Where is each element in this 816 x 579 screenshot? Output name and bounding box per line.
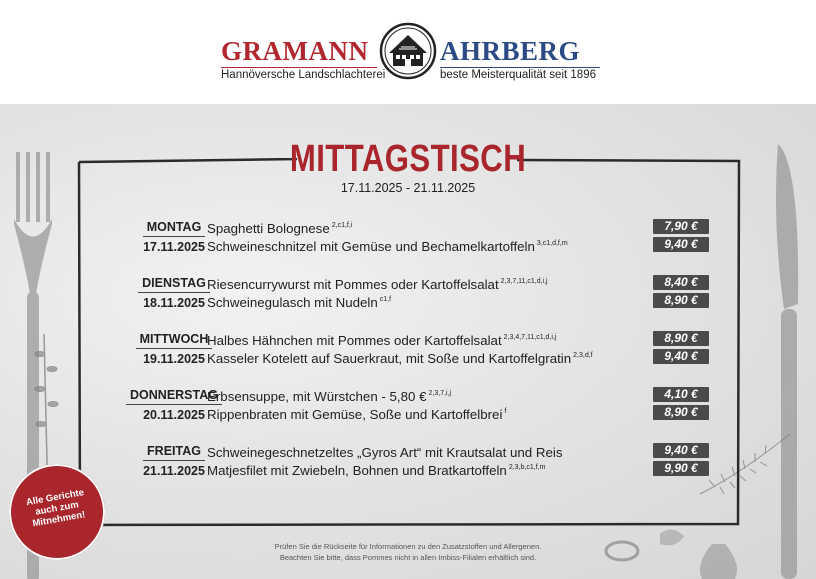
- menu-date-range: 17.11.2025 - 21.11.2025: [340, 181, 476, 195]
- price-tag: 7,90 €: [653, 219, 709, 234]
- day-date: 17.11.2025: [143, 240, 205, 254]
- price-tag: 9,40 €: [653, 443, 709, 458]
- dish-item: [207, 442, 564, 461]
- dish-item: [207, 274, 548, 293]
- dish-text: Schweinegeschnetzeltes „Gyros Art“ mit Krautsalat und Reis: [207, 445, 563, 460]
- dish-item: [207, 218, 352, 237]
- brand-right-name: AHRBERG: [440, 36, 581, 66]
- price-tag: 9,40 €: [653, 237, 709, 252]
- allergen-codes: 2,3,b,c1,f,m: [508, 464, 546, 471]
- footnote: [0, 541, 816, 563]
- dish-text: Halbes Hähnchen mit Pommes oder Kartoffelsalat: [207, 333, 502, 348]
- dish-text: Kasseler Kotelett auf Sauerkraut, mit Soße und Kartoffelgratin: [207, 351, 572, 366]
- day-date: 21.11.2025: [143, 464, 205, 478]
- day-name: DONNERSTAG: [126, 388, 222, 405]
- dish-text: Riesencurrywurst mit Pommes oder Kartoffelsalat: [207, 277, 499, 292]
- badge-text: Alle Gerichte auch zum Mitnehmen!: [25, 487, 87, 530]
- footnote-line-2: Beachten Sie bitte, dass Pommes nicht in allen Imbiss-Filialen erhältlich sind.: [279, 553, 537, 562]
- takeaway-badge: [9, 464, 105, 560]
- footnote-line-1: Prüfen Sie die Rückseite für Informationen zu den Zusatzstoffen und Allergenen.: [274, 542, 542, 551]
- allergen-codes: c1,f: [379, 296, 392, 303]
- knife-icon: [776, 144, 798, 579]
- dish-item: [207, 386, 451, 405]
- day-date: 20.11.2025: [143, 408, 205, 422]
- day-name: MONTAG: [143, 220, 206, 237]
- price-tag: 8,90 €: [653, 331, 709, 346]
- brand-left-subtitle: Hannöversche Landschlachterei: [221, 69, 386, 81]
- dish-item: [207, 236, 568, 255]
- day-date: 18.11.2025: [143, 296, 205, 310]
- header: [0, 0, 816, 104]
- allergen-codes: 2,3,7,11,c1,d,i,j: [500, 278, 548, 285]
- dish-text: Erbsensuppe, mit Würstchen - 5,80 €: [207, 389, 427, 404]
- dish-text: Spaghetti Bolognese: [207, 221, 330, 236]
- menu-title: MITTAGSTISCH: [289, 138, 527, 180]
- brand-right-subtitle: beste Meisterqualität seit 1896: [440, 67, 600, 81]
- allergen-codes: 3,c1,d,f,m: [536, 240, 568, 247]
- price-tag: 8,40 €: [653, 275, 709, 290]
- brand-ahrberg: [440, 36, 600, 81]
- dish-item: [207, 348, 593, 367]
- allergen-codes: f: [504, 408, 507, 415]
- allergen-codes: 2,3,d,f: [573, 352, 593, 359]
- price-tag: 8,90 €: [653, 405, 709, 420]
- price-tag: 9,40 €: [653, 349, 709, 364]
- price-tag: 8,90 €: [653, 293, 709, 308]
- day-name: MITTWOCH: [136, 332, 213, 349]
- brand-left-name: GRAMANN: [221, 36, 369, 66]
- dish-text: Rippenbraten mit Gemüse, Soße und Kartoffelbrei: [207, 407, 503, 422]
- dish-item: [207, 460, 545, 479]
- dish-text: Matjesfilet mit Zwiebeln, Bohnen und Bratkartoffeln: [207, 463, 507, 478]
- dish-text: Schweinegulasch mit Nudeln: [207, 295, 378, 310]
- dish-text: Schweineschnitzel mit Gemüse und Bechamelkartoffeln: [207, 239, 535, 254]
- dish-item: [207, 292, 391, 311]
- dish-item: [207, 330, 556, 349]
- brand-gramann: [221, 36, 386, 81]
- day-name: FREITAG: [143, 444, 205, 461]
- allergen-codes: 2,3,4,7,11,c1,d,i,j: [503, 334, 557, 341]
- allergen-codes: 2,c1,f,i: [331, 222, 353, 229]
- allergen-codes: 2,3,7,i,j: [428, 390, 452, 397]
- price-tag: 9,90 €: [653, 461, 709, 476]
- day-date: 19.11.2025: [143, 352, 205, 366]
- day-name: DIENSTAG: [138, 276, 210, 293]
- dish-item: [207, 404, 506, 423]
- farmhouse-logo-icon: [379, 22, 437, 80]
- price-tag: 4,10 €: [653, 387, 709, 402]
